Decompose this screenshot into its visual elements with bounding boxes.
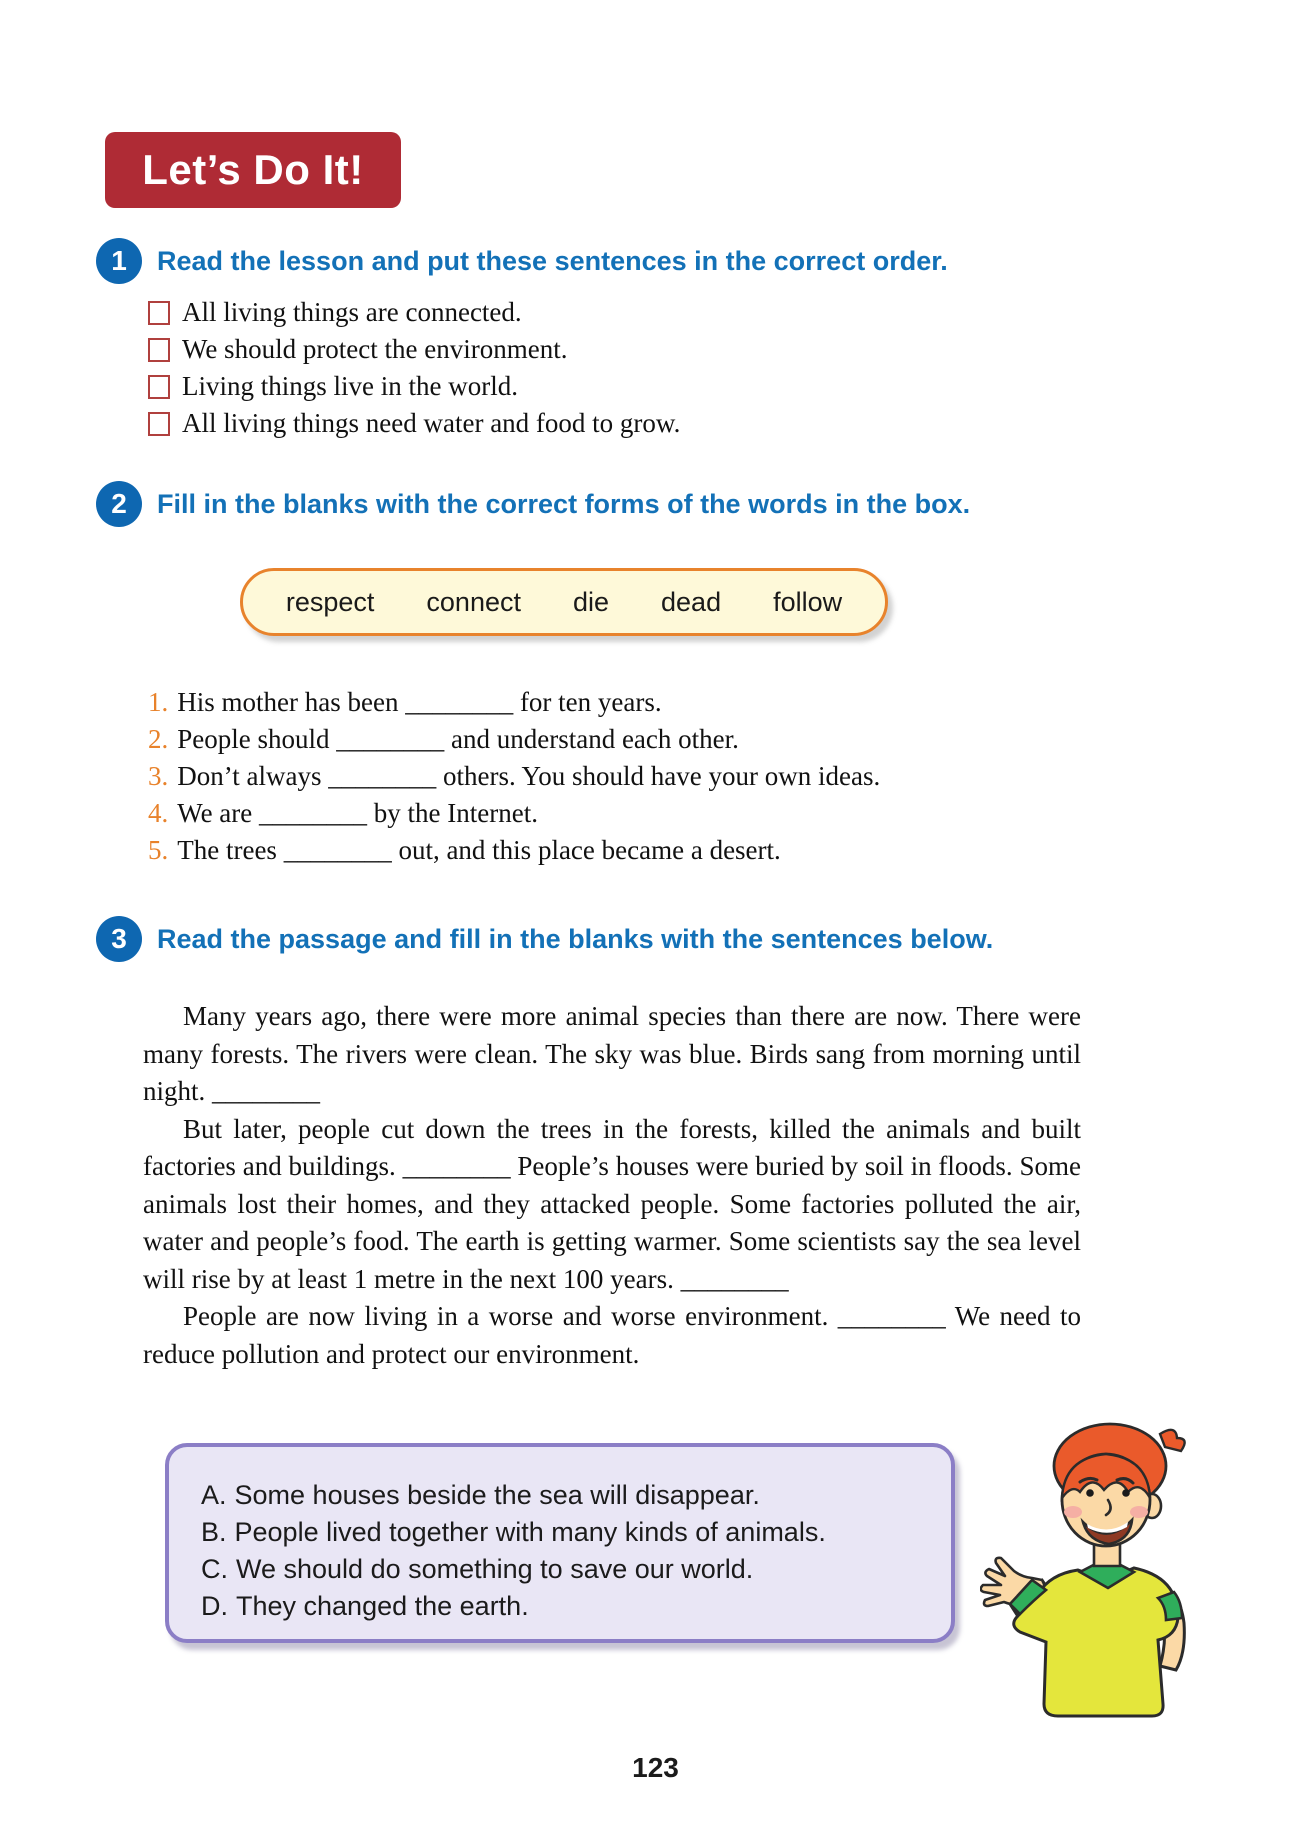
exercise-1-title: Read the lesson and put these sentences in the correct order. [157, 245, 948, 276]
exercise-2-number-badge: 2 [96, 481, 142, 527]
lets-do-it-banner [105, 132, 401, 208]
option-b-text: People lived together with many kinds of animals. [234, 1517, 826, 1547]
exercise-1-number-badge: 1 [96, 238, 142, 284]
fill-item-2-text: People should ________ and understand each other. [177, 724, 739, 754]
order-item-4-text: All living things need water and food to grow. [182, 408, 681, 438]
option-b [201, 1514, 951, 1551]
order-item-2-text: We should protect the environment. [182, 334, 568, 364]
option-a [201, 1477, 951, 1514]
order-item-1 [148, 294, 680, 331]
fill-item-5-text: The trees ________ out, and this place became a desert. [177, 835, 781, 865]
passage-paragraph-1: Many years ago, there were more animal species than there are now. There were many forests. The rivers were clean. The sky was blue. Birds sang from morning until night. ________ [143, 1001, 1081, 1106]
fill-item-4-text: We are ________ by the Internet. [177, 798, 538, 828]
order-sentences-list [148, 294, 680, 442]
boy-hair-tuft [1160, 1430, 1185, 1451]
passage-paragraph-2: But later, people cut down the trees in the forests, killed the animals and built factories and buildings. ________ People’s houses were buried by soil in floods. Some animals lost their homes, and they attacked people. Some factories polluted the air, water and people’s food. The earth is getting warmer. Some scientists say the sea level will rise by at least 1 metre in the next 100 years. ________ [143, 1113, 1081, 1294]
fill-item-1-text: His mother has been ________ for ten years. [177, 687, 662, 717]
exercise-3-number-badge: 3 [96, 916, 142, 962]
exercise-1-header [96, 238, 948, 284]
exercise-2-header [96, 481, 970, 527]
word-box-word-connect: connect [426, 586, 521, 617]
order-checkbox-1[interactable] [148, 301, 170, 325]
word-box-word-respect: respect [285, 586, 375, 617]
order-item-1-text: All living things are connected. [182, 297, 522, 327]
page-number: 123 [632, 1752, 679, 1783]
fill-item-5 [148, 832, 880, 869]
fill-item-5-number: 5. [148, 835, 169, 865]
boy-eye-right [1122, 1489, 1130, 1497]
fill-item-3-text: Don’t always ________ others. You should have your own ideas. [177, 761, 881, 791]
fill-item-2 [148, 721, 880, 758]
banner-title: Let’s Do It! [142, 146, 364, 193]
order-item-4 [148, 405, 680, 442]
reading-passage [143, 998, 1081, 1373]
option-a-text: Some houses beside the sea will disappear. [234, 1480, 760, 1510]
exercise-3-title: Read the passage and fill in the blanks with the sentences below. [157, 923, 994, 954]
option-b-label: B. [201, 1517, 227, 1547]
order-checkbox-3[interactable] [148, 375, 170, 399]
fill-item-2-number: 2. [148, 724, 169, 754]
fill-item-1 [148, 684, 880, 721]
passage-paragraph-3: People are now living in a worse and worse environment. ________ We need to reduce pollution and protect our environment. [143, 1301, 1081, 1369]
word-box-word-die: die [572, 586, 610, 617]
option-a-label: A. [201, 1480, 227, 1510]
order-checkbox-4[interactable] [148, 412, 170, 436]
boy-blush-right [1130, 1506, 1148, 1518]
order-item-3 [148, 368, 680, 405]
fill-item-3-number: 3. [148, 761, 169, 791]
order-checkbox-2[interactable] [148, 338, 170, 362]
word-box [240, 568, 888, 636]
word-box-word-follow: follow [773, 586, 843, 617]
fill-item-4 [148, 795, 880, 832]
boy-eye-left [1086, 1489, 1094, 1497]
option-d-text: They changed the earth. [236, 1591, 529, 1621]
fill-in-blanks-list [148, 684, 880, 869]
option-d-label: D. [201, 1591, 228, 1621]
boy-illustration [980, 1408, 1230, 1728]
fill-item-1-number: 1. [148, 687, 169, 717]
option-c-label: C. [201, 1554, 228, 1584]
exercise-3-header [96, 916, 993, 962]
word-box-word-dead: dead [661, 586, 722, 617]
option-c [201, 1551, 951, 1588]
answer-options-box [165, 1443, 955, 1643]
exercise-2-title: Fill in the blanks with the correct forms of the words in the box. [157, 488, 971, 519]
fill-item-4-number: 4. [148, 798, 169, 828]
order-item-3-text: Living things live in the world. [182, 371, 518, 401]
order-item-2 [148, 331, 680, 368]
option-c-text: We should do something to save our world. [236, 1554, 754, 1584]
option-d [201, 1588, 951, 1625]
fill-item-3 [148, 758, 880, 795]
boy-blush-left [1064, 1506, 1082, 1518]
